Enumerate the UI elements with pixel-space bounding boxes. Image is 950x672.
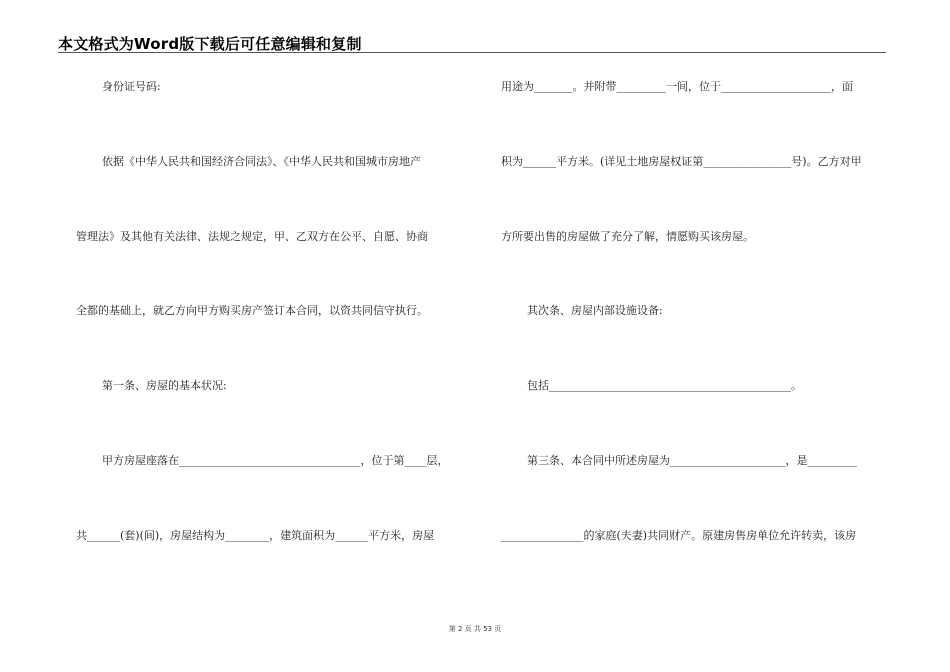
text-line: 依据《中华人民共和国经济合同法》、《中华人民共和国城市房地产 [102,155,421,168]
page-number: 第 2 页 共 53 页 [448,625,502,633]
text-line: 身份证号码: [102,80,161,93]
document-header-title: 本文格式为Word版下载后可任意编辑和复制 [58,35,362,53]
text-line: 全都的基础上，就乙方向甲方购买房产签订本合同，以资共同信守执行。 [76,304,428,317]
text-line: 用途为_______。并附带_________一间，位于____________________，面 [501,80,853,93]
text-line: 管理法》及其他有关法律、法规之规定，甲、乙双方在公平、自愿、协商 [76,230,428,243]
text-line: 方所要出售的房屋做了充分了解，情愿购买该房屋。 [501,230,754,243]
header-divider [58,52,886,53]
text-line: 积为______平方米。(详见土地房屋权证第________________号)。乙方对甲 [501,155,862,168]
text-line: _______________的家庭(夫妻)共同财产。原建房售房单位允许转卖，该房 [501,529,857,542]
section-heading: 第三条、本合同中所述房屋为_____________________，是_________ [527,454,857,467]
text-line: 甲方房屋座落在_________________________________，位于第____层， [102,454,449,467]
section-heading: 其次条、房屋内部设施设备: [527,304,663,317]
text-line: 共______(套)(间)，房屋结构为________，建筑面积为______平方米，房屋 [76,529,435,542]
section-heading: 第一条、房屋的基本状况: [102,379,227,392]
text-line: 包括____________________________________________。 [527,379,802,392]
